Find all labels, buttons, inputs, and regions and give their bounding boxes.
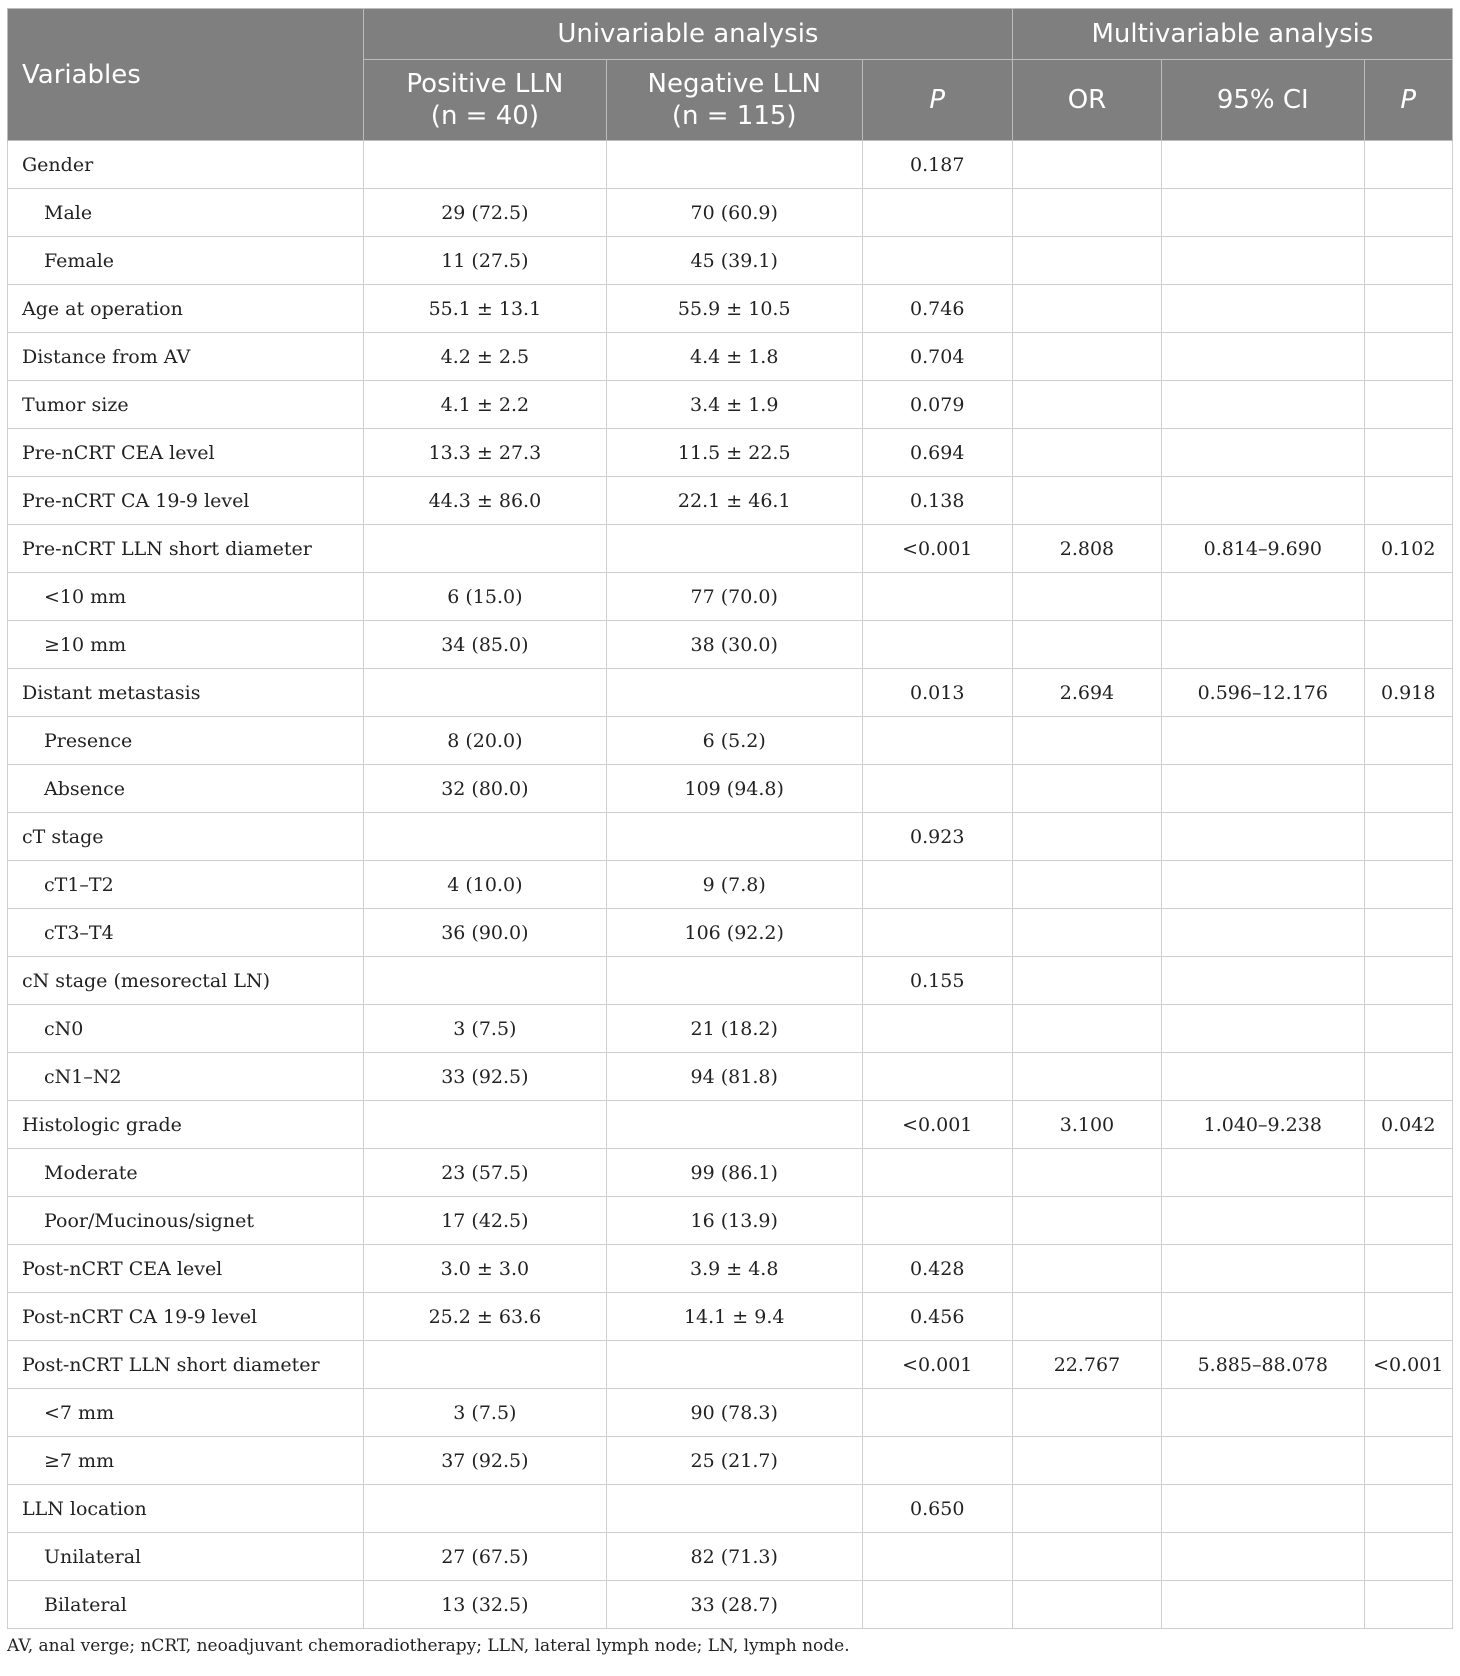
table-row [8,525,1453,573]
cell-positive-lln: 3 (7.5) [363,1389,606,1437]
cell-p-univariable [862,1197,1012,1245]
cell-p-multivariable [1364,333,1453,381]
cell-ci: 1.040–9.238 [1162,1101,1364,1149]
header-positive-line2: (n = 40) [430,101,539,131]
cell-positive-lln: 33 (92.5) [363,1053,606,1101]
cell-p-multivariable [1364,717,1453,765]
table-row [8,1101,1453,1149]
header-negative-lln [606,60,862,141]
table-row [8,429,1453,477]
table-subrow [8,621,1453,669]
cell-negative-lln: 3.9 ± 4.8 [606,1245,862,1293]
header-or: OR [1012,60,1161,141]
cell-ci [1162,1005,1364,1053]
cell-negative-lln: 21 (18.2) [606,1005,862,1053]
cell-variable: Absence [8,765,364,813]
cell-negative-lln: 6 (5.2) [606,717,862,765]
cell-variable: Distant metastasis [8,669,364,717]
cell-negative-lln [606,141,862,189]
cell-variable: cN1–N2 [8,1053,364,1101]
header-multivariable: Multivariable analysis [1012,9,1452,60]
cell-or [1012,477,1161,525]
cell-variable: Female [8,237,364,285]
table-subrow [8,861,1453,909]
cell-or [1012,621,1161,669]
cell-p-multivariable [1364,1149,1453,1197]
cell-negative-lln [606,957,862,1005]
cell-p-univariable [862,1581,1012,1629]
cell-or [1012,573,1161,621]
cell-variable: Bilateral [8,1581,364,1629]
cell-or: 3.100 [1012,1101,1161,1149]
cell-or [1012,1053,1161,1101]
table-body [8,141,1453,1629]
cell-ci [1162,477,1364,525]
cell-p-univariable [862,1005,1012,1053]
cell-ci [1162,1581,1364,1629]
cell-or [1012,1149,1161,1197]
cell-variable: ≥10 mm [8,621,364,669]
cell-or [1012,1197,1161,1245]
cell-variable: cT3–T4 [8,909,364,957]
cell-variable: Distance from AV [8,333,364,381]
cell-p-multivariable [1364,477,1453,525]
cell-p-multivariable [1364,1197,1453,1245]
cell-ci [1162,1245,1364,1293]
cell-p-multivariable [1364,1533,1453,1581]
table-subrow [8,1005,1453,1053]
cell-negative-lln: 70 (60.9) [606,189,862,237]
cell-variable: Gender [8,141,364,189]
cell-positive-lln: 4.2 ± 2.5 [363,333,606,381]
cell-p-univariable [862,1437,1012,1485]
cell-variable: cN0 [8,1005,364,1053]
table-row [8,1485,1453,1533]
cell-negative-lln: 109 (94.8) [606,765,862,813]
table-row [8,957,1453,1005]
analysis-table [7,8,1453,1629]
table-header [8,9,1453,141]
cell-ci [1162,1533,1364,1581]
cell-positive-lln [363,525,606,573]
cell-ci [1162,1197,1364,1245]
cell-ci [1162,429,1364,477]
cell-negative-lln: 94 (81.8) [606,1053,862,1101]
cell-variable: Histologic grade [8,1101,364,1149]
cell-p-univariable: 0.694 [862,429,1012,477]
cell-or [1012,1533,1161,1581]
cell-positive-lln: 8 (20.0) [363,717,606,765]
cell-variable: LLN location [8,1485,364,1533]
cell-negative-lln [606,1485,862,1533]
cell-variable: Poor/Mucinous/signet [8,1197,364,1245]
cell-variable: Pre-nCRT CA 19-9 level [8,477,364,525]
cell-p-multivariable [1364,1245,1453,1293]
cell-positive-lln: 13.3 ± 27.3 [363,429,606,477]
cell-negative-lln [606,525,862,573]
cell-p-multivariable [1364,1293,1453,1341]
cell-ci [1162,1293,1364,1341]
cell-p-univariable: <0.001 [862,1341,1012,1389]
cell-positive-lln: 32 (80.0) [363,765,606,813]
cell-positive-lln: 6 (15.0) [363,573,606,621]
cell-negative-lln: 38 (30.0) [606,621,862,669]
cell-p-multivariable [1364,573,1453,621]
cell-positive-lln: 23 (57.5) [363,1149,606,1197]
cell-ci [1162,1485,1364,1533]
cell-positive-lln: 3.0 ± 3.0 [363,1245,606,1293]
cell-p-multivariable: 0.042 [1364,1101,1453,1149]
cell-variable: cN stage (mesorectal LN) [8,957,364,1005]
cell-p-multivariable [1364,1053,1453,1101]
table-subrow [8,1581,1453,1629]
cell-negative-lln: 45 (39.1) [606,237,862,285]
cell-ci: 0.596–12.176 [1162,669,1364,717]
cell-p-univariable [862,1389,1012,1437]
cell-positive-lln: 34 (85.0) [363,621,606,669]
cell-p-multivariable [1364,189,1453,237]
table-row [8,141,1453,189]
table-subrow [8,1533,1453,1581]
cell-negative-lln: 14.1 ± 9.4 [606,1293,862,1341]
cell-ci [1162,1149,1364,1197]
table-subrow [8,717,1453,765]
cell-ci [1162,237,1364,285]
table-subrow [8,1389,1453,1437]
header-positive-line1: Positive LLN [406,69,564,99]
cell-p-univariable: <0.001 [862,525,1012,573]
header-p-univariable: P [862,60,1012,141]
header-negative-line2: (n = 115) [671,101,797,131]
table-row [8,813,1453,861]
cell-p-univariable: 0.704 [862,333,1012,381]
cell-positive-lln [363,669,606,717]
cell-p-univariable: <0.001 [862,1101,1012,1149]
cell-p-univariable [862,237,1012,285]
header-negative-line1: Negative LLN [647,69,821,99]
cell-p-univariable [862,621,1012,669]
cell-positive-lln: 27 (67.5) [363,1533,606,1581]
cell-p-univariable [862,717,1012,765]
cell-or [1012,1437,1161,1485]
cell-or [1012,1005,1161,1053]
cell-ci [1162,573,1364,621]
cell-ci [1162,333,1364,381]
cell-p-multivariable [1364,1581,1453,1629]
cell-positive-lln: 3 (7.5) [363,1005,606,1053]
cell-p-multivariable: 0.102 [1364,525,1453,573]
cell-or [1012,765,1161,813]
cell-ci [1162,813,1364,861]
cell-ci [1162,909,1364,957]
table-subrow [8,1053,1453,1101]
cell-or [1012,237,1161,285]
cell-negative-lln: 25 (21.7) [606,1437,862,1485]
cell-p-univariable: 0.650 [862,1485,1012,1533]
cell-ci: 5.885–88.078 [1162,1341,1364,1389]
cell-p-univariable: 0.187 [862,141,1012,189]
cell-positive-lln: 17 (42.5) [363,1197,606,1245]
cell-positive-lln [363,141,606,189]
table-row [8,333,1453,381]
cell-p-multivariable [1364,1389,1453,1437]
cell-p-univariable: 0.155 [862,957,1012,1005]
cell-variable: Pre-nCRT CEA level [8,429,364,477]
table-subrow [8,1437,1453,1485]
cell-variable: <10 mm [8,573,364,621]
cell-negative-lln: 106 (92.2) [606,909,862,957]
cell-positive-lln: 4 (10.0) [363,861,606,909]
cell-p-multivariable [1364,861,1453,909]
header-p-multivariable: P [1364,60,1453,141]
cell-or [1012,141,1161,189]
cell-p-univariable [862,909,1012,957]
cell-or [1012,717,1161,765]
cell-or: 2.808 [1012,525,1161,573]
cell-ci [1162,621,1364,669]
cell-or [1012,381,1161,429]
cell-variable: <7 mm [8,1389,364,1437]
cell-positive-lln: 55.1 ± 13.1 [363,285,606,333]
cell-p-multivariable: 0.918 [1364,669,1453,717]
table-subrow [8,573,1453,621]
cell-positive-lln [363,1101,606,1149]
cell-positive-lln: 4.1 ± 2.2 [363,381,606,429]
cell-ci [1162,1437,1364,1485]
cell-or [1012,1245,1161,1293]
cell-or: 22.767 [1012,1341,1161,1389]
cell-or [1012,1293,1161,1341]
cell-ci [1162,1053,1364,1101]
table-subrow [8,1149,1453,1197]
cell-variable: Age at operation [8,285,364,333]
cell-ci [1162,381,1364,429]
cell-p-multivariable [1364,1485,1453,1533]
cell-ci [1162,717,1364,765]
cell-p-multivariable [1364,1005,1453,1053]
table-row [8,669,1453,717]
cell-negative-lln: 22.1 ± 46.1 [606,477,862,525]
cell-positive-lln: 13 (32.5) [363,1581,606,1629]
cell-p-multivariable [1364,285,1453,333]
cell-or [1012,861,1161,909]
cell-p-univariable [862,189,1012,237]
cell-or [1012,189,1161,237]
cell-negative-lln [606,1101,862,1149]
cell-negative-lln: 77 (70.0) [606,573,862,621]
cell-ci [1162,285,1364,333]
cell-variable: Post-nCRT CEA level [8,1245,364,1293]
table-subrow [8,1197,1453,1245]
header-univariable: Univariable analysis [363,9,1012,60]
cell-positive-lln: 44.3 ± 86.0 [363,477,606,525]
table-row [8,1245,1453,1293]
cell-negative-lln: 11.5 ± 22.5 [606,429,862,477]
cell-or [1012,429,1161,477]
cell-negative-lln [606,1341,862,1389]
cell-negative-lln: 55.9 ± 10.5 [606,285,862,333]
cell-positive-lln [363,1341,606,1389]
cell-variable: Post-nCRT LLN short diameter [8,1341,364,1389]
table-row [8,1341,1453,1389]
cell-variable: Post-nCRT CA 19-9 level [8,1293,364,1341]
cell-p-univariable: 0.079 [862,381,1012,429]
cell-p-univariable: 0.428 [862,1245,1012,1293]
cell-or [1012,909,1161,957]
cell-p-multivariable [1364,429,1453,477]
table-subrow [8,237,1453,285]
table-row [8,285,1453,333]
cell-ci [1162,1389,1364,1437]
cell-variable: Unilateral [8,1533,364,1581]
cell-positive-lln: 25.2 ± 63.6 [363,1293,606,1341]
cell-p-multivariable [1364,813,1453,861]
cell-or [1012,1389,1161,1437]
cell-negative-lln: 16 (13.9) [606,1197,862,1245]
cell-negative-lln: 3.4 ± 1.9 [606,381,862,429]
table-row [8,477,1453,525]
cell-p-univariable: 0.746 [862,285,1012,333]
table-footnote: AV, anal verge; nCRT, neoadjuvant chemoradiotherapy; LLN, lateral lymph node; LN, lymph node. [7,1636,850,1656]
cell-ci [1162,765,1364,813]
cell-or [1012,813,1161,861]
cell-ci [1162,189,1364,237]
table-subrow [8,765,1453,813]
cell-variable: Pre-nCRT LLN short diameter [8,525,364,573]
header-positive-lln [363,60,606,141]
cell-negative-lln: 4.4 ± 1.8 [606,333,862,381]
cell-negative-lln: 99 (86.1) [606,1149,862,1197]
header-ci: 95% CI [1162,60,1364,141]
cell-variable: Male [8,189,364,237]
cell-negative-lln: 90 (78.3) [606,1389,862,1437]
cell-p-univariable: 0.138 [862,477,1012,525]
cell-p-multivariable [1364,237,1453,285]
cell-p-univariable [862,1149,1012,1197]
cell-p-univariable: 0.013 [862,669,1012,717]
table-row [8,1293,1453,1341]
cell-p-univariable [862,1533,1012,1581]
cell-p-univariable [862,861,1012,909]
cell-or: 2.694 [1012,669,1161,717]
cell-negative-lln [606,669,862,717]
cell-positive-lln: 29 (72.5) [363,189,606,237]
cell-ci [1162,141,1364,189]
cell-positive-lln [363,1485,606,1533]
table-row [8,381,1453,429]
cell-p-univariable [862,765,1012,813]
cell-p-multivariable [1364,765,1453,813]
cell-p-multivariable [1364,141,1453,189]
cell-variable: Tumor size [8,381,364,429]
cell-or [1012,1581,1161,1629]
cell-ci [1162,861,1364,909]
table-subrow [8,909,1453,957]
cell-negative-lln: 9 (7.8) [606,861,862,909]
cell-p-univariable: 0.923 [862,813,1012,861]
cell-p-univariable: 0.456 [862,1293,1012,1341]
cell-variable: cT1–T2 [8,861,364,909]
cell-variable: Moderate [8,1149,364,1197]
cell-or [1012,957,1161,1005]
cell-negative-lln: 33 (28.7) [606,1581,862,1629]
cell-p-multivariable [1364,1437,1453,1485]
cell-positive-lln: 11 (27.5) [363,237,606,285]
cell-p-univariable [862,1053,1012,1101]
cell-ci [1162,957,1364,1005]
cell-or [1012,1485,1161,1533]
cell-negative-lln: 82 (71.3) [606,1533,862,1581]
cell-positive-lln [363,957,606,1005]
cell-ci: 0.814–9.690 [1162,525,1364,573]
table-subrow [8,189,1453,237]
cell-positive-lln [363,813,606,861]
cell-variable: cT stage [8,813,364,861]
cell-p-multivariable: <0.001 [1364,1341,1453,1389]
cell-variable: ≥7 mm [8,1437,364,1485]
cell-negative-lln [606,813,862,861]
header-variables: Variables [8,9,364,141]
cell-variable: Presence [8,717,364,765]
results-table-container [7,8,1453,1629]
cell-or [1012,333,1161,381]
cell-p-multivariable [1364,621,1453,669]
cell-p-multivariable [1364,957,1453,1005]
cell-p-multivariable [1364,381,1453,429]
cell-positive-lln: 36 (90.0) [363,909,606,957]
cell-positive-lln: 37 (92.5) [363,1437,606,1485]
cell-p-multivariable [1364,909,1453,957]
cell-or [1012,285,1161,333]
cell-p-univariable [862,573,1012,621]
